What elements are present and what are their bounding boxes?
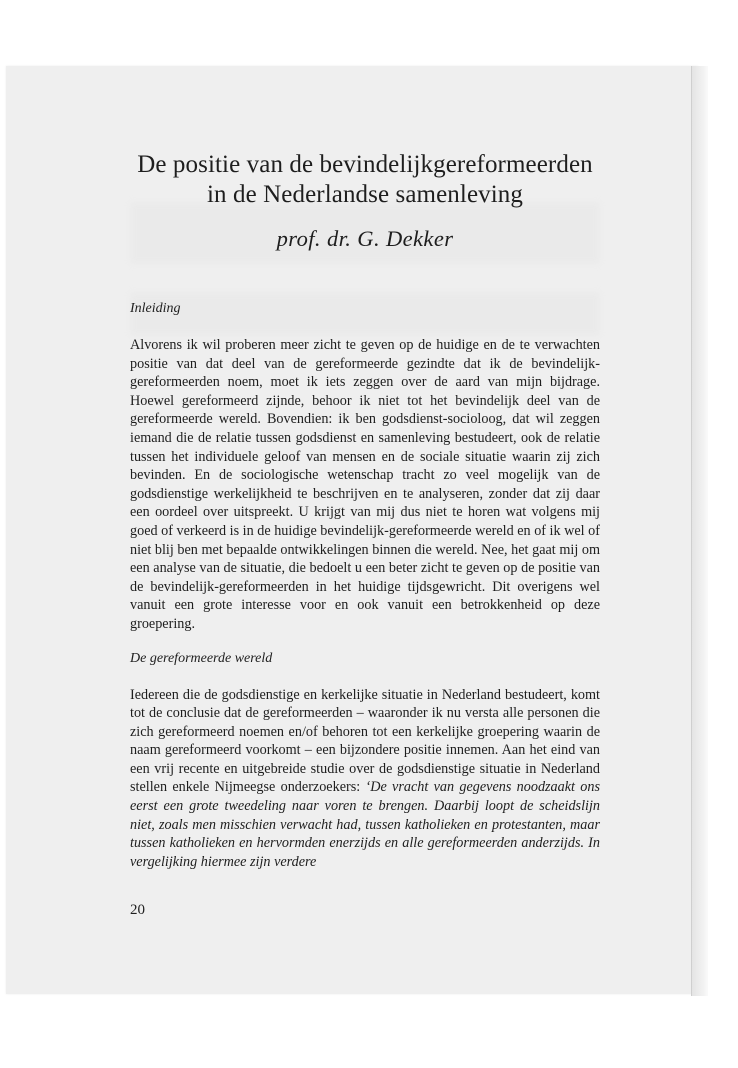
page-edge	[691, 66, 708, 996]
article-title	[130, 150, 600, 210]
title-line-2: in de Nederlandse samenleving	[207, 181, 523, 208]
block-quote: ‘De vracht van gegevens noodzaakt ons eerst een grote tweedeling naar voren te brengen. Daarbij loopt de scheidslijn niet, zoals men misschien verwacht had, tussen katholieken en protestanten, maar tussen katholieken en hervormden enerzijds en alle gereformeerden anderzijds. In vergelijking hiermee zijn verdere	[130, 779, 600, 870]
author-byline: prof. dr. G. Dekker	[276, 226, 454, 251]
section-heading-gereformeerde-wereld: De gereformeerde wereld	[130, 650, 273, 666]
paragraph-gereformeerde-wereld	[130, 686, 600, 872]
title-line-1: De positie van de bevindelijkgereformeerden	[137, 151, 593, 178]
paragraph-text: Iedereen die de godsdienstige en kerkelijke situatie in Nederland bestudeert, komt tot de conclusie dat de gereformeerden – waaronder ik nu versta alle personen die zich gereformeerd noemen en/of behoren tot een kerkelijke groepering waarin de naam gereformeerd voorkomt – een bijzondere positie innemen. Aan het eind van een vrij recente en uitgebreide studie over de godsdienstige situatie in Nederland stellen enkele Nijmeegse onderzoekers:	[130, 686, 600, 796]
article-body	[130, 150, 600, 871]
section-heading-inleiding: Inleiding	[130, 301, 181, 316]
page-number: 20	[130, 902, 145, 918]
paragraph-inleiding: Alvorens ik wil proberen meer zicht te geven op de huidige en de te verwachten positie van dat deel van de gereformeerde gezindte dat ik de bevindelijk-gereformeerden noem, moet ik iets zeggen over de aard van mijn bijdrage. Hoewel gereformeerd zijnde, behoor ik niet tot het bevindelijk deel van de gereformeerde wereld. Bovendien: ik ben godsdienst-socioloog, dat wil zeggen iemand die de relatie tussen godsdienst en samenleving bestudeert, ook de relatie tussen het individuele geloof van mensen en de sociale situatie waarin zij zich bevinden. En de sociologische wetenschap tracht zo veel mogelijk van de godsdienstige werkelijkheid te beschrijven en te analyseren, zonder dat zij daar een oordeel over uitspreekt. U krijgt van mij dus niet te horen wat volgens mij goed of verkeerd is in de huidige bevindelijk-gereformeerde wereld en of ik wel of niet blij ben met bepaalde ontwikkelingen binnen die wereld. Nee, het gaat mij om een analyse van de situatie, die bedoelt u een beter zicht te geven op de positie van de bevindelijk-gereformeerden in het huidige tijdsgewricht. Dit overigens wel vanuit een grote interesse voor en ook vanuit een betrokkenheid op deze groepering.	[130, 337, 600, 632]
